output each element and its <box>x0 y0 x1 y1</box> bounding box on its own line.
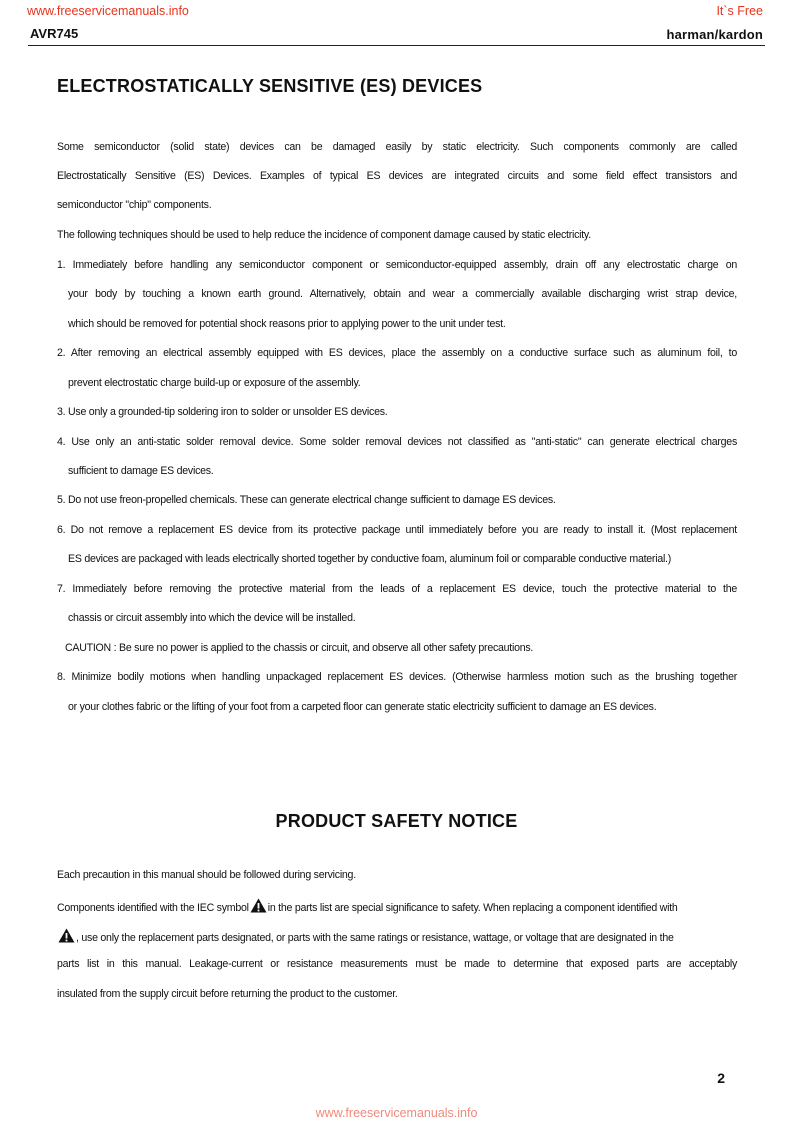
caution-note: CAUTION : Be sure no power is applied to the chassis or circuit, and observe all other safety precautions. <box>65 642 534 654</box>
list-item-2-line: prevent electrostatic charge build-up or exposure of the assembly. <box>68 377 361 389</box>
safety-line <box>57 928 737 945</box>
watermark-top-left[interactable]: www.freeservicemanuals.info <box>27 4 189 18</box>
list-item-3-line: 3. Use only a grounded-tip soldering iron to solder or unsolder ES devices. <box>57 406 388 418</box>
list-item-2-line: 2. After removing an electrical assembly equipped with ES devices, place the assembly on a conductive surface such as aluminum foil, to <box>57 347 737 359</box>
list-item-8-line: 8. Minimize bodily motions when handling unpackaged replacement ES devices. (Otherwise harmless motion such as the brushing together <box>57 671 737 683</box>
model-label: AVR745 <box>30 26 79 41</box>
safety-line <box>57 898 737 915</box>
list-item-7-line: chassis or circuit assembly into which the device will be installed. <box>68 612 356 624</box>
safety-line-text: Components identified with the IEC symbol <box>57 902 249 914</box>
safety-section-title: PRODUCT SAFETY NOTICE <box>275 811 518 831</box>
warning-triangle-icon <box>58 928 75 943</box>
list-item-6-line: ES devices are packaged with leads electrically shorted together by conductive foam, aluminum foil or comparable conductive material.) <box>68 553 672 565</box>
safety-line: insulated from the supply circuit before returning the product to the customer. <box>57 988 398 1000</box>
list-item-1-line: 1. Immediately before handling any semiconductor component or semiconductor-equipped assembly, drain off any electrostatic charge on <box>57 259 737 271</box>
warning-triangle-icon <box>250 898 267 913</box>
list-item-4-line: sufficient to damage ES devices. <box>68 465 214 477</box>
watermark-bottom[interactable]: www.freeservicemanuals.info <box>315 1106 478 1120</box>
list-item-8-line: or your clothes fabric or the lifting of your foot from a carpeted floor can generate static electricity sufficient to damage an ES devices. <box>68 701 657 713</box>
safety-line-text: , use only the replacement parts designated, or parts with the same ratings or resistance, wattage, or voltage that are designated in the <box>76 932 674 944</box>
es-intro-line: Electrostatically Sensitive (ES) Devices. Examples of typical ES devices are integrated circuits and some field effect transistors and <box>57 170 737 182</box>
list-item-5-line: 5. Do not use freon-propelled chemicals. These can generate electrical change sufficient to damage ES devices. <box>57 494 556 506</box>
list-item-1-line: your body by touching a known earth ground. Alternatively, obtain and wear a commercially available discharging wrist strap device, <box>68 288 737 300</box>
es-intro-line: The following techniques should be used to help reduce the incidence of component damage caused by static electricity. <box>57 229 591 241</box>
list-item-6-line: 6. Do not remove a replacement ES device from its protective package until immediately before you are ready to install it. (Most replacement <box>57 524 737 536</box>
watermark-top-right: It`s Free <box>716 4 763 18</box>
list-item-1-line: which should be removed for potential shock reasons prior to applying power to the unit under test. <box>68 318 506 330</box>
list-item-7-line: 7. Immediately before removing the protective material from the leads of a replacement ES device, touch the protective material to the <box>57 583 737 595</box>
es-section-title: ELECTROSTATICALLY SENSITIVE (ES) DEVICES <box>57 76 483 96</box>
list-item-4-line: 4. Use only an anti-static solder removal device. Some solder removal devices not classified as "anti-static" can generate electrical charges <box>57 436 737 448</box>
safety-line: parts list in this manual. Leakage-current or resistance measurements must be made to determine that exposed parts are acceptably <box>57 958 737 970</box>
safety-line-text: in the parts list are special significance to safety. When replacing a component identified with <box>267 902 678 914</box>
header-divider <box>28 45 765 46</box>
page-number: 2 <box>717 1070 725 1086</box>
brand-logo: harman/kardon <box>666 27 763 42</box>
es-intro-line: semiconductor "chip" components. <box>57 199 212 211</box>
es-intro-line: Some semiconductor (solid state) devices can be damaged easily by static electricity. Such components commonly are called <box>57 141 737 153</box>
safety-line: Each precaution in this manual should be followed during servicing. <box>57 869 356 881</box>
